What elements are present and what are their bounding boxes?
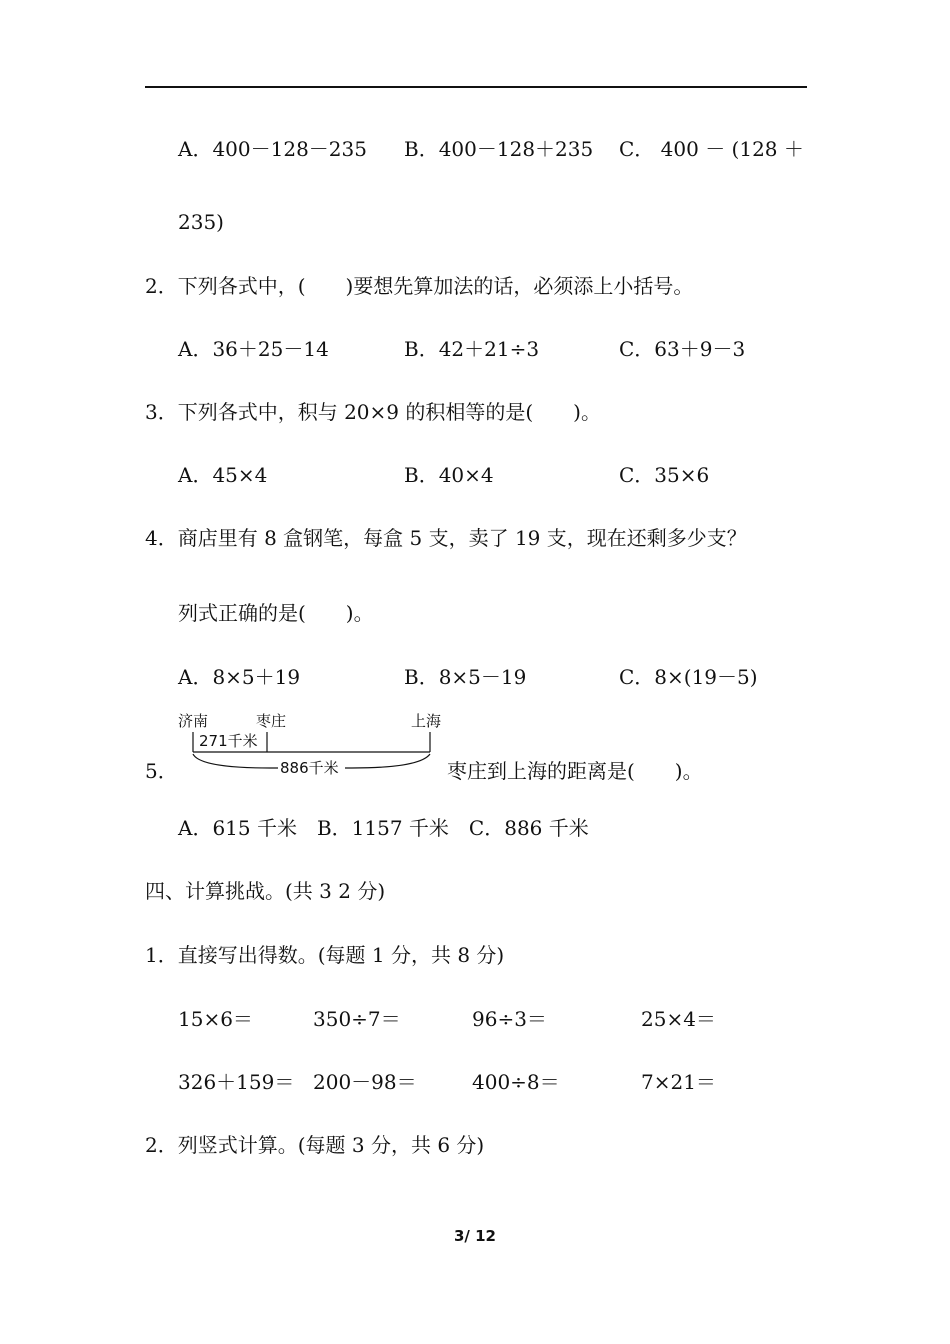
distance-886-label: 886千米 xyxy=(280,759,339,777)
distance-271-label: 271千米 xyxy=(199,732,258,750)
q1-option-b: B．400－128＋235 xyxy=(404,137,594,161)
brace-right xyxy=(345,754,430,768)
section4-part2-title: 2．列竖式计算。(每题 3 分，共 6 分) xyxy=(145,1133,485,1157)
calc-item: 200－98＝ xyxy=(313,1070,417,1094)
calc-item: 400÷8＝ xyxy=(472,1070,560,1094)
q5-stem: 枣庄到上海的距离是( )。 xyxy=(447,759,703,783)
q4-option-c: C．8×(19－5) xyxy=(619,665,758,689)
calc-item: 25×4＝ xyxy=(641,1007,716,1031)
city-jinan-label: 济南 xyxy=(178,712,209,730)
header-rule xyxy=(145,86,807,88)
calc-item: 15×6＝ xyxy=(178,1007,253,1031)
q2-option-b: B．42＋21÷3 xyxy=(404,337,540,361)
section4-part1-title: 1．直接写出得数。(每题 1 分，共 8 分) xyxy=(145,943,505,967)
q3-option-c: C．35×6 xyxy=(619,463,710,487)
city-zaozhuang-label: 枣庄 xyxy=(256,712,287,730)
city-shanghai-label: 上海 xyxy=(411,712,442,730)
calc-item: 326＋159＝ xyxy=(178,1070,295,1094)
q3-option-a: A．45×4 xyxy=(178,463,268,487)
q4-option-a: A．8×5＋19 xyxy=(178,665,301,689)
q1-option-c-continued: 235) xyxy=(178,210,224,234)
calc-item: 96÷3＝ xyxy=(472,1007,547,1031)
q3-stem: 3．下列各式中，积与 20×9 的积相等的是( )。 xyxy=(145,400,601,424)
calc-item: 7×21＝ xyxy=(641,1070,716,1094)
q3-option-b: B．40×4 xyxy=(404,463,494,487)
page-number: 3/ 12 xyxy=(453,1227,496,1245)
q1-option-a: A．400－128－235 xyxy=(178,137,367,161)
q4-stem: 4．商店里有 8 盒钢笔，每盒 5 支，卖了 19 支，现在还剩多少支？ xyxy=(145,526,747,550)
q5-options: A．615 千米 B．1157 千米 C．886 千米 xyxy=(178,816,589,840)
q2-stem: 2．下列各式中，( )要想先算加法的话，必须添上小括号。 xyxy=(145,274,694,298)
q4-option-b: B．8×5－19 xyxy=(404,665,527,689)
q1-option-c: C． 400 － (128 ＋ xyxy=(619,137,804,161)
section4-title: 四、计算挑战。(共 3 2 分) xyxy=(145,879,386,903)
brace-left xyxy=(193,754,278,768)
q2-option-a: A．36＋25－14 xyxy=(178,337,329,361)
q5-number: 5． xyxy=(145,759,178,783)
q4-stem-line2: 列式正确的是( )。 xyxy=(178,601,374,625)
q2-option-c: C．63＋9－3 xyxy=(619,337,746,361)
distance-diagram xyxy=(170,708,460,783)
calc-item: 350÷7＝ xyxy=(313,1007,401,1031)
